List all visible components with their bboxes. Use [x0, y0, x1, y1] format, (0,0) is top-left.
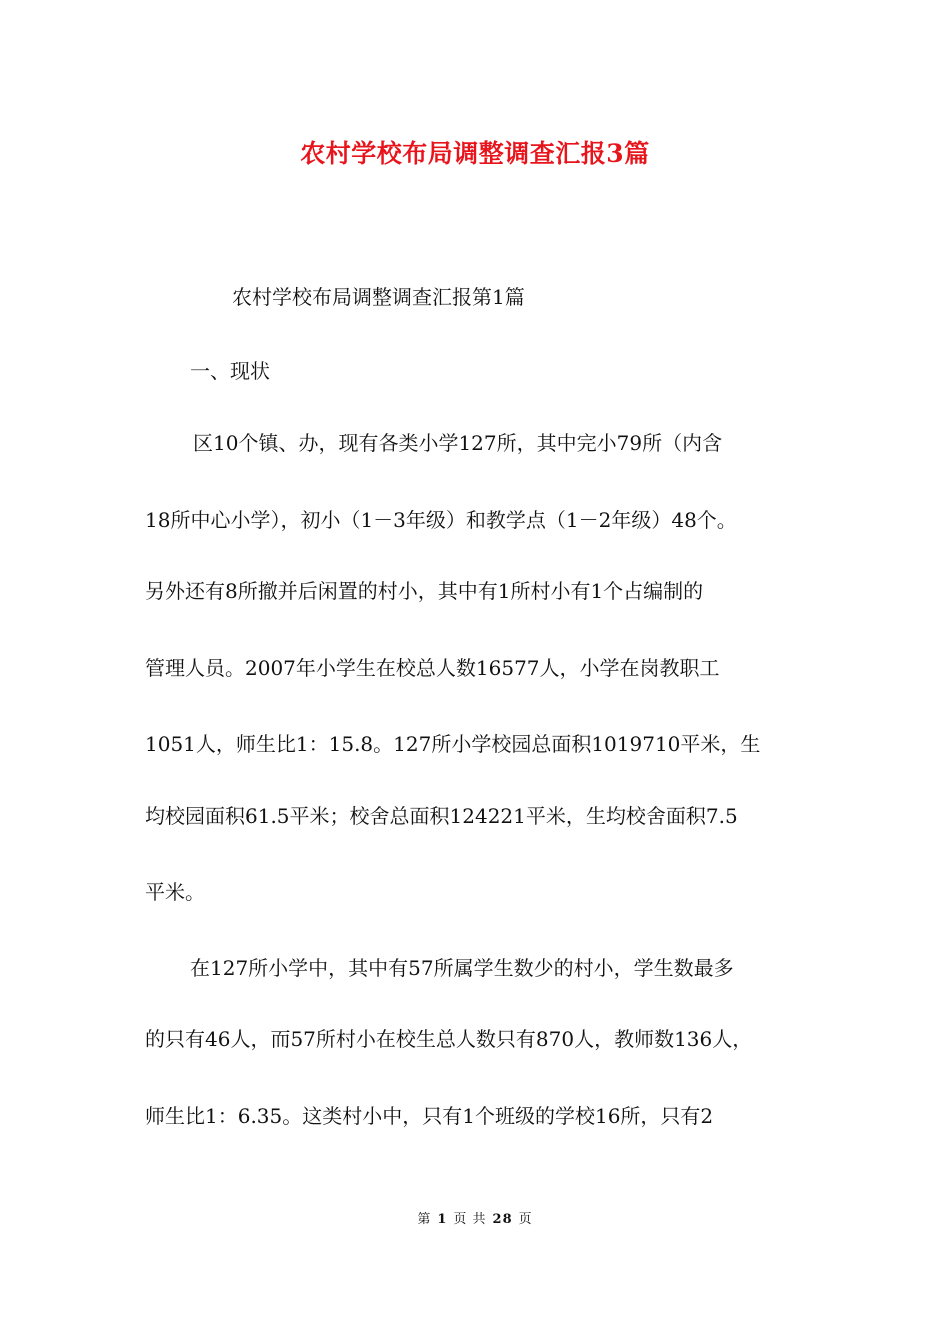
footer-suffix: 页: [518, 1212, 533, 1227]
paragraph-line: 18所中心小学），初小（1－3年级）和教学点（1－2年级）48个。: [145, 508, 737, 532]
paragraph-line: 均校园面积61.5平米；校舍总面积124221平米，生均校舍面积7.5: [145, 804, 738, 828]
paragraph-line: 区10个镇、办，现有各类小学127所，其中完小79所（内含: [193, 431, 723, 455]
footer-prefix: 第: [417, 1212, 432, 1227]
footer-total-pages: 28: [492, 1212, 513, 1227]
paragraph-line: 1051人，师生比1：15.8。127所小学校园总面积1019710平米，生: [145, 732, 761, 756]
document-title: 农村学校布局调整调查汇报3篇: [300, 139, 650, 168]
footer-current-page: 1: [437, 1212, 448, 1227]
section-heading: 一、现状: [190, 359, 270, 383]
paragraph-line: 平米。: [145, 880, 205, 904]
section-subtitle: 农村学校布局调整调查汇报第1篇: [232, 285, 525, 309]
paragraph-line: 管理人员。2007年小学生在校总人数16577人，小学在岗教职工: [145, 656, 720, 680]
paragraph-line: 另外还有8所撤并后闲置的村小，其中有1所村小有1个占编制的: [145, 579, 704, 603]
paragraph-line: 师生比1：6.35。这类村小中，只有1个班级的学校16所，只有2: [145, 1104, 714, 1128]
paragraph-line: 的只有46人，而57所村小在校生总人数只有870人，教师数136人，: [145, 1027, 753, 1051]
paragraph-line: 在127所小学中，其中有57所属学生数少的村小，学生数最多: [190, 956, 734, 980]
page-footer: [0, 1208, 950, 1227]
footer-middle: 页 共: [453, 1212, 487, 1227]
